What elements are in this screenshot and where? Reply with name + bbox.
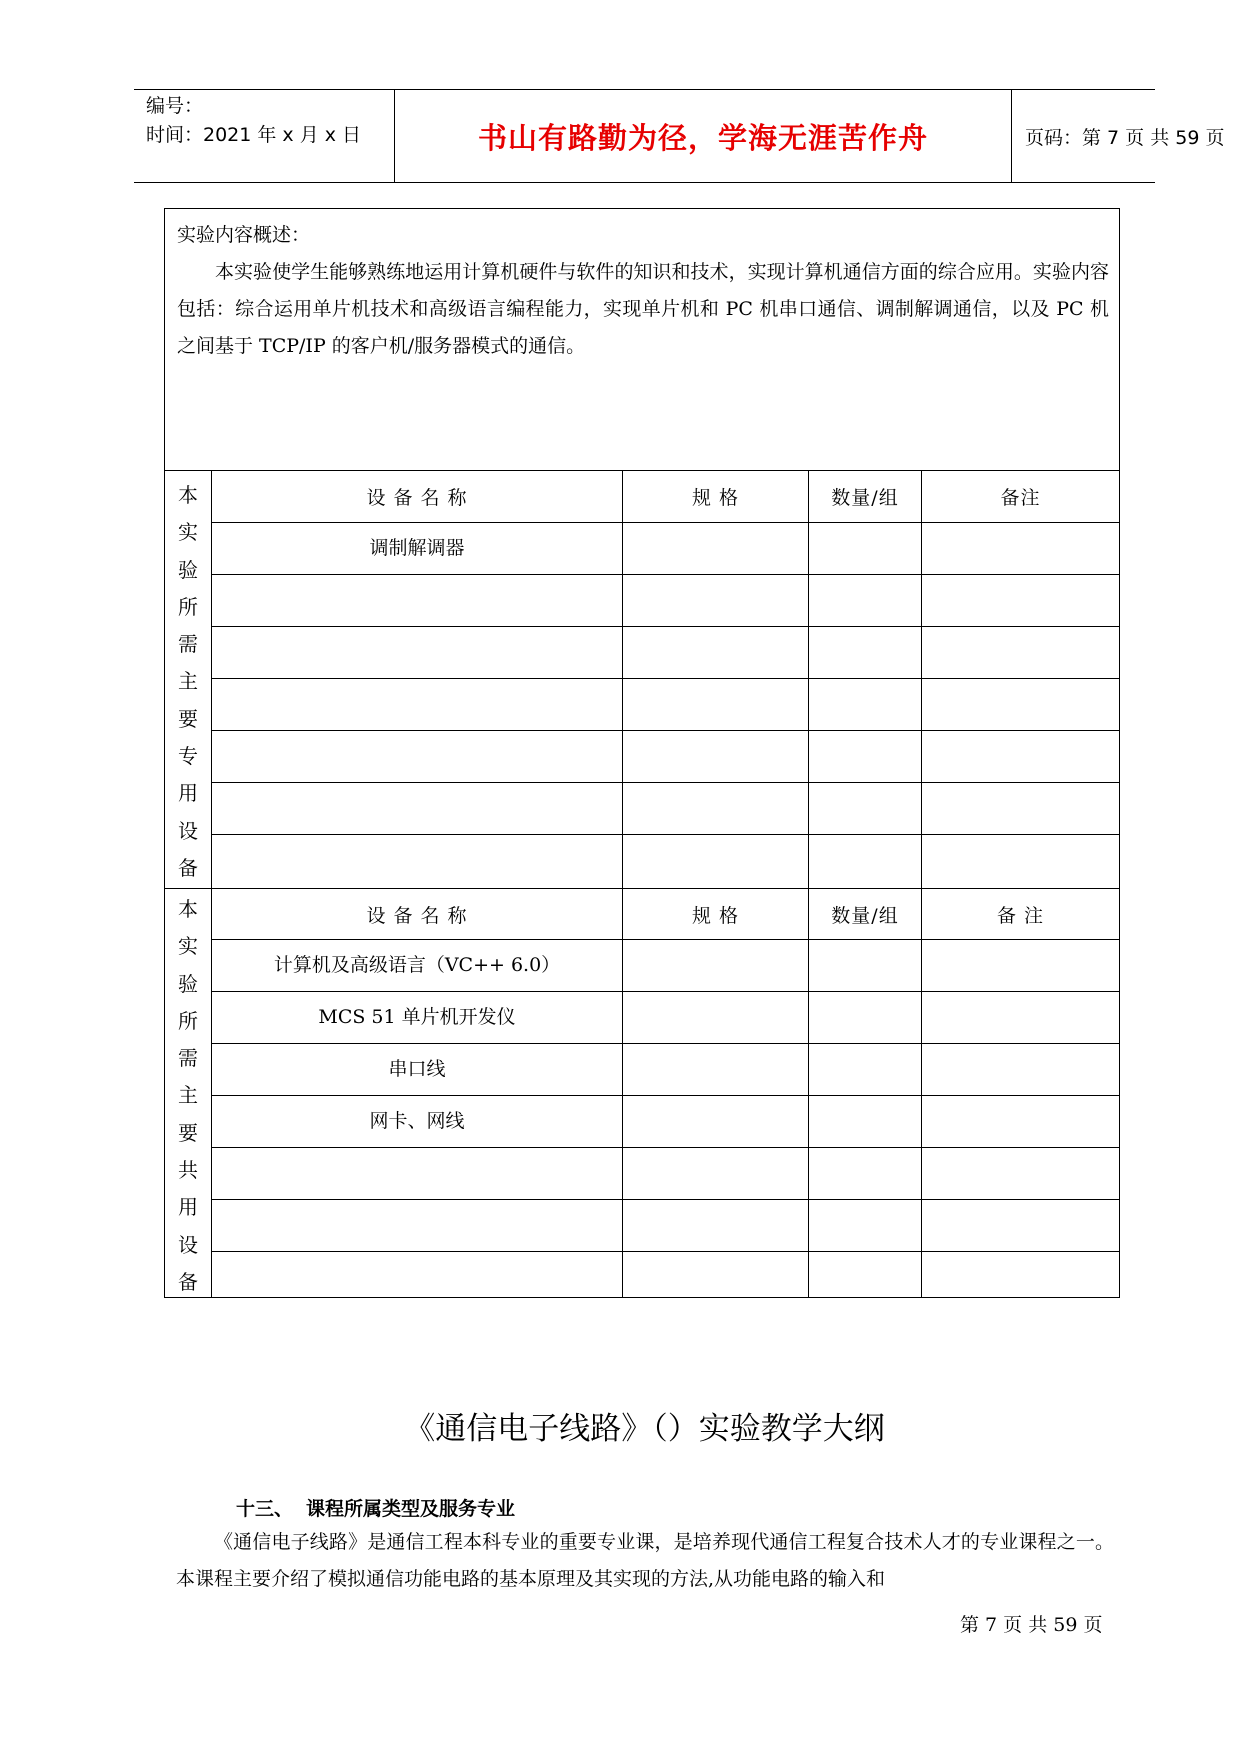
table-row bbox=[212, 523, 1119, 575]
cell-name bbox=[212, 679, 623, 730]
cell-spec bbox=[623, 783, 809, 834]
cell-name bbox=[212, 835, 623, 888]
cell-spec bbox=[623, 1148, 809, 1199]
vertical-label-char: 所 bbox=[178, 594, 198, 619]
section-title: 课程所属类型及服务专业 bbox=[306, 1498, 516, 1520]
special-equipment-grid bbox=[212, 471, 1119, 888]
header-cell-remark: 备注 bbox=[1000, 487, 1041, 509]
cell-remark bbox=[922, 679, 1119, 730]
table-row bbox=[212, 1096, 1119, 1148]
table-row bbox=[212, 1148, 1119, 1200]
vertical-label-char: 主 bbox=[178, 669, 198, 694]
cell-quantity bbox=[809, 783, 922, 834]
cell-remark bbox=[922, 575, 1119, 626]
vertical-label-char: 实 bbox=[178, 934, 198, 959]
cell-quantity bbox=[809, 627, 922, 678]
vertical-label-char: 设 bbox=[178, 1232, 198, 1257]
cell-spec bbox=[623, 1096, 809, 1147]
cell-name bbox=[212, 1200, 623, 1251]
vertical-label-char: 本 bbox=[178, 483, 198, 507]
cell-quantity bbox=[809, 1044, 922, 1095]
cell-remark bbox=[922, 1096, 1119, 1147]
cell-name: 计算机及高级语言（VC++ 6.0） bbox=[212, 940, 623, 991]
header-page-code: 页码：第 7 页 共 59 页 bbox=[1025, 126, 1225, 149]
cell-quantity bbox=[809, 940, 922, 991]
vertical-label-char: 要 bbox=[178, 1120, 198, 1145]
table-header-row bbox=[212, 471, 1119, 523]
cell-quantity bbox=[809, 1200, 922, 1251]
number-label: 编号： bbox=[146, 95, 204, 117]
cell-remark bbox=[922, 940, 1119, 991]
cell-remark bbox=[922, 783, 1119, 834]
header-cell-name: 设 备 名 称 bbox=[212, 471, 623, 522]
cell-spec bbox=[623, 1252, 809, 1297]
table-row bbox=[212, 1200, 1119, 1252]
vertical-label-char: 需 bbox=[178, 632, 198, 657]
section-heading bbox=[236, 1494, 515, 1521]
cell-spec bbox=[623, 627, 809, 678]
cell-spec bbox=[623, 679, 809, 730]
cell-quantity bbox=[809, 1096, 922, 1147]
cell-name bbox=[212, 731, 623, 782]
cell-name: 串口线 bbox=[212, 1044, 623, 1095]
table-row bbox=[212, 731, 1119, 783]
cell-remark bbox=[922, 731, 1119, 782]
section-number: 十三、 bbox=[236, 1498, 294, 1520]
header-meta bbox=[146, 92, 396, 150]
summary-title: 实验内容概述： bbox=[177, 224, 311, 246]
cell-name: MCS 51 单片机开发仪 bbox=[212, 992, 623, 1043]
table-row bbox=[212, 992, 1119, 1044]
cell-name: 网卡、网线 bbox=[212, 1096, 623, 1147]
vertical-label-char: 需 bbox=[178, 1046, 198, 1071]
header-cell-quantity: 数量/组 bbox=[809, 889, 922, 939]
vertical-label-char: 主 bbox=[178, 1083, 198, 1108]
experiment-table bbox=[164, 208, 1120, 1298]
vertical-label-char: 设 bbox=[178, 818, 198, 843]
vertical-label-char: 用 bbox=[178, 781, 198, 806]
cell-name bbox=[212, 575, 623, 626]
header-cell-spec: 规 格 bbox=[623, 889, 809, 939]
vertical-label-char: 备 bbox=[178, 855, 198, 880]
table-row bbox=[212, 835, 1119, 888]
vertical-label-char: 所 bbox=[178, 1008, 198, 1033]
cell-spec bbox=[623, 835, 809, 888]
summary-cell bbox=[165, 209, 1119, 471]
header-motto: 书山有路勤为径，学海无涯苦作舟 bbox=[477, 120, 928, 155]
cell-quantity bbox=[809, 679, 922, 730]
page-header bbox=[134, 89, 1225, 183]
section-paragraph: 《通信电子线路》是通信工程本科专业的重要专业课，是培养现代通信工程复合技术人才的专业课程之一。本课程主要介绍了模拟通信功能电路的基本原理及其实现的方法,从功能电路的输入和 bbox=[176, 1531, 1114, 1590]
cell-name bbox=[212, 1148, 623, 1199]
cell-quantity bbox=[809, 523, 922, 574]
cell-spec bbox=[623, 731, 809, 782]
vertical-label-char: 实 bbox=[178, 520, 198, 545]
page-footer: 第 7 页 共 59 页 bbox=[960, 1614, 1103, 1636]
table-row bbox=[212, 679, 1119, 731]
table-row bbox=[212, 627, 1119, 679]
cell-spec bbox=[623, 575, 809, 626]
shared-equipment-grid bbox=[212, 889, 1119, 1297]
cell-remark bbox=[922, 1044, 1119, 1095]
cell-quantity bbox=[809, 1148, 922, 1199]
cell-remark bbox=[922, 835, 1119, 888]
cell-remark bbox=[922, 1252, 1119, 1297]
header-cell-spec: 规 格 bbox=[623, 471, 809, 522]
header-cell-remark: 备 注 bbox=[996, 904, 1045, 927]
table-row bbox=[212, 575, 1119, 627]
cell-remark bbox=[922, 992, 1119, 1043]
vertical-label-char: 验 bbox=[178, 971, 198, 996]
cell-name: 调制解调器 bbox=[212, 523, 623, 574]
cell-quantity bbox=[809, 575, 922, 626]
cell-spec bbox=[623, 523, 809, 574]
cell-remark bbox=[922, 1200, 1119, 1251]
cell-spec bbox=[623, 940, 809, 991]
shared-equipment-label bbox=[165, 889, 212, 1297]
cell-name bbox=[212, 783, 623, 834]
cell-quantity bbox=[809, 731, 922, 782]
cell-remark bbox=[922, 627, 1119, 678]
vertical-label-char: 本 bbox=[178, 897, 198, 921]
cell-remark bbox=[922, 1148, 1119, 1199]
header-cell-quantity: 数量/组 bbox=[809, 471, 922, 522]
vertical-label-char: 备 bbox=[178, 1269, 198, 1294]
table-header-row bbox=[212, 889, 1119, 940]
cell-spec bbox=[623, 1044, 809, 1095]
table-row bbox=[212, 1044, 1119, 1096]
cell-quantity bbox=[809, 835, 922, 888]
cell-name bbox=[212, 1252, 623, 1297]
vertical-label-char: 用 bbox=[178, 1195, 198, 1220]
table-row bbox=[212, 940, 1119, 992]
vertical-label-char: 验 bbox=[178, 557, 198, 582]
cell-spec bbox=[623, 992, 809, 1043]
table-row bbox=[212, 783, 1119, 835]
table-row bbox=[212, 1252, 1119, 1297]
special-equipment-label bbox=[165, 471, 212, 888]
header-cell-name: 设 备 名 称 bbox=[212, 889, 623, 939]
vertical-label-char: 共 bbox=[178, 1158, 198, 1183]
cell-quantity bbox=[809, 1252, 922, 1297]
time-label: 时间：2021 年 x 月 x 日 bbox=[146, 124, 362, 146]
document-title: 《通信电子线路》（）实验教学大纲 bbox=[404, 1411, 885, 1447]
cell-spec bbox=[623, 1200, 809, 1251]
vertical-label-char: 要 bbox=[178, 706, 198, 731]
cell-quantity bbox=[809, 992, 922, 1043]
cell-name bbox=[212, 627, 623, 678]
summary-body: 本实验使学生能够熟练地运用计算机硬件与软件的知识和技术，实现计算机通信方面的综合应用。实验内容包括：综合运用单片机技术和高级语言编程能力，实现单片机和 PC 机串口通信、调制解调通信，以及 PC 机之间基于 TCP/IP 的客户机/服务器模式的通信。 bbox=[177, 261, 1109, 357]
cell-remark bbox=[922, 523, 1119, 574]
vertical-label-char: 专 bbox=[178, 744, 198, 769]
